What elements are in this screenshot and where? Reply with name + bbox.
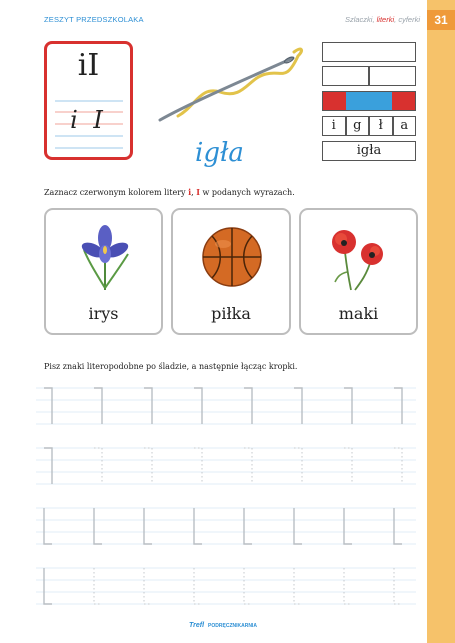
trace-glyph xyxy=(44,508,52,544)
trace-glyph xyxy=(244,568,252,604)
card-pilka[interactable] xyxy=(171,208,291,335)
header-subtitle: Szlaczki, literki, cyferki xyxy=(344,15,420,24)
trace-glyph xyxy=(394,508,402,544)
color-code-strip xyxy=(322,91,416,111)
iris-flower-image xyxy=(74,220,136,292)
basketball-image xyxy=(201,226,263,288)
letter-card xyxy=(44,41,133,160)
letter-script: i I xyxy=(70,106,107,134)
blank-box-right xyxy=(369,66,416,86)
letter-box-2: g xyxy=(346,116,370,136)
trace-glyph xyxy=(44,448,52,484)
letter-box-1: i xyxy=(322,116,346,136)
brand-sub: PODRĘCZNIKARNIA xyxy=(208,622,257,629)
trace-glyph xyxy=(394,568,402,604)
blank-box-left xyxy=(322,66,369,86)
trace-glyph xyxy=(94,448,102,484)
trace-glyph xyxy=(144,448,152,484)
color-consonant-l xyxy=(369,92,392,110)
card-maki[interactable] xyxy=(299,208,418,335)
color-vowel-a xyxy=(392,92,415,110)
brand-logo: Trefl xyxy=(189,622,205,629)
trace-glyph xyxy=(294,508,302,544)
trace-glyph xyxy=(244,508,252,544)
trace-glyph xyxy=(344,508,352,544)
card-label-irys: irys xyxy=(88,304,119,323)
tracing-area xyxy=(36,380,420,620)
trace-glyph xyxy=(144,388,152,424)
header-title: ZESZYT PRZEDSZKOLAKA xyxy=(44,15,144,24)
trace-glyph xyxy=(344,388,352,424)
instruction-1: Zaznacz czerwonym kolorem litery i, I w podanych wyrazach. xyxy=(44,187,295,197)
poppies-image xyxy=(327,222,393,292)
trace-glyph xyxy=(394,448,402,484)
page-number: 31 xyxy=(427,10,455,30)
footer-logo xyxy=(189,622,257,629)
trace-glyph xyxy=(294,568,302,604)
trace-glyph xyxy=(194,388,202,424)
trace-glyph xyxy=(344,568,352,604)
instruction-2: Pisz znaki literopodobne po śladzie, a następnie łącząc kropki. xyxy=(44,362,298,371)
trace-glyph xyxy=(294,388,302,424)
card-label-pilka: piłka xyxy=(211,304,251,323)
trace-glyph xyxy=(344,448,352,484)
needle-thread-illustration xyxy=(148,42,308,132)
color-consonant-g xyxy=(346,92,369,110)
handwriting-lines xyxy=(47,44,130,157)
trace-glyph xyxy=(94,388,102,424)
trace-glyph xyxy=(44,568,52,604)
trace-glyph xyxy=(194,448,202,484)
card-irys[interactable] xyxy=(44,208,163,335)
word-box: igła xyxy=(322,141,416,161)
blank-box-top xyxy=(322,42,416,62)
card-label-maki: maki xyxy=(338,304,379,323)
trace-glyph xyxy=(194,508,202,544)
trace-glyph xyxy=(94,568,102,604)
side-bar xyxy=(427,0,455,643)
letter-box-4: a xyxy=(393,116,417,136)
trace-glyph xyxy=(144,508,152,544)
hero-word: igła xyxy=(195,138,244,168)
trace-glyph xyxy=(144,568,152,604)
trace-glyph xyxy=(44,388,52,424)
trace-glyph xyxy=(294,448,302,484)
trace-glyph xyxy=(194,568,202,604)
trace-glyph xyxy=(244,388,252,424)
trace-glyph xyxy=(94,508,102,544)
trace-glyph xyxy=(244,448,252,484)
letter-print: iI xyxy=(77,48,100,83)
trace-glyph xyxy=(394,388,402,424)
letter-box-3: ł xyxy=(369,116,393,136)
letter-boxes xyxy=(322,116,416,136)
color-vowel-i xyxy=(323,92,346,110)
